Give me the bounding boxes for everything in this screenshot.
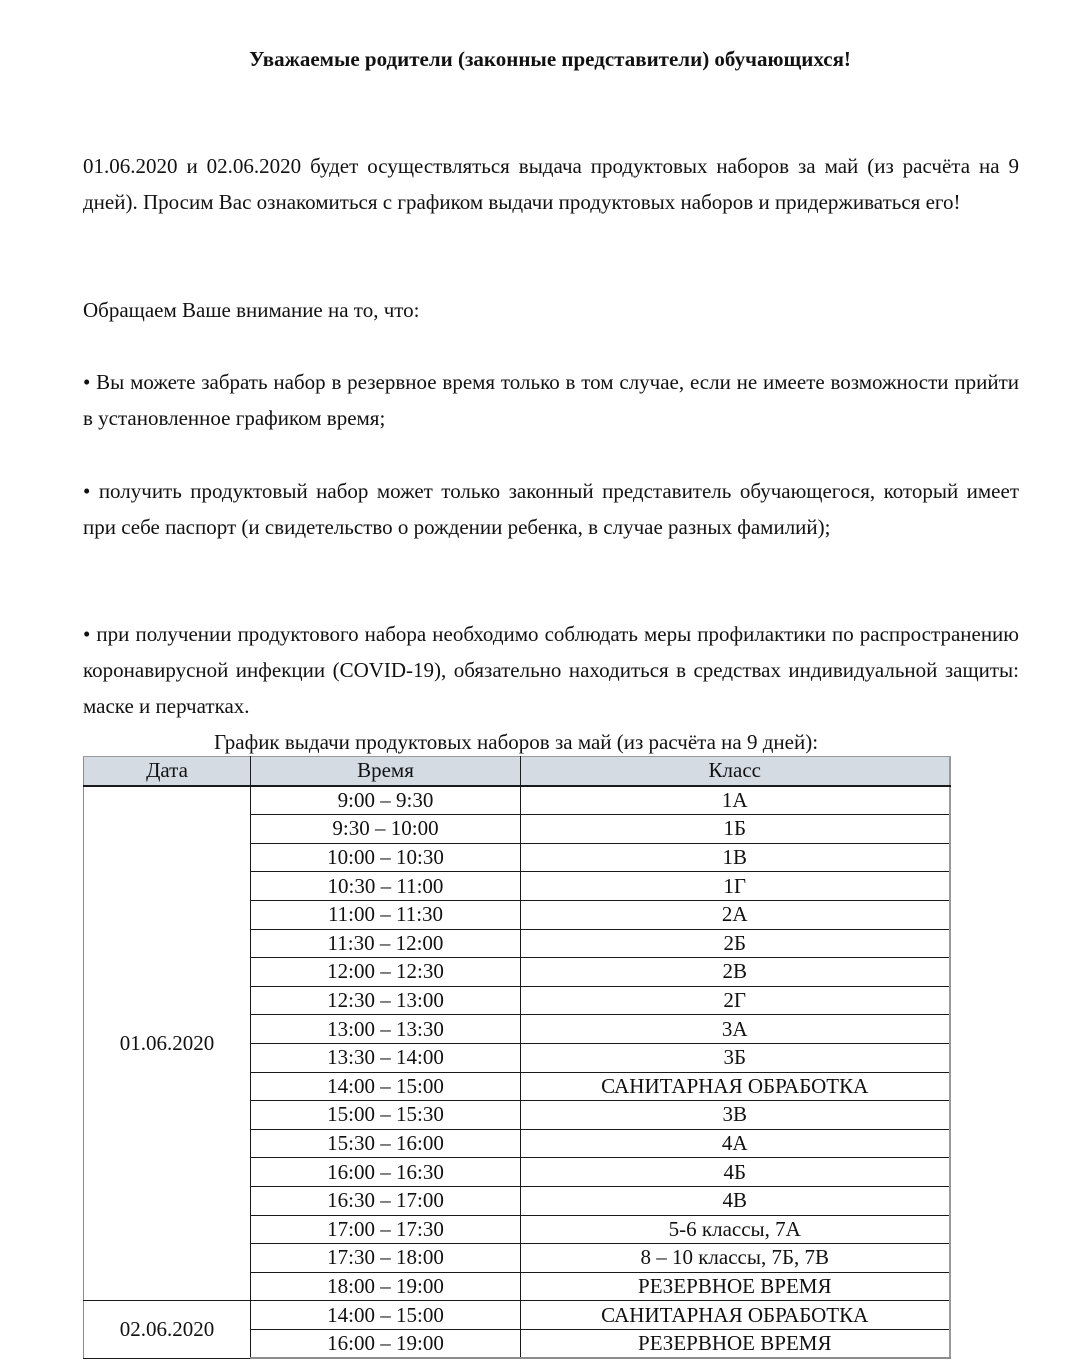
time-cell: 18:00 – 19:00	[251, 1272, 521, 1301]
bullet-reserve-time: • Вы можете забрать набор в резервное время только в том случае, если не имеете возможности прийти в установленное графиком время;	[83, 370, 1019, 430]
table-header-row	[84, 757, 950, 786]
class-cell: 2Г	[521, 986, 950, 1015]
time-cell: 14:00 – 15:00	[251, 1301, 521, 1330]
time-cell: 10:00 – 10:30	[251, 843, 521, 872]
time-cell: 16:00 – 19:00	[251, 1329, 521, 1358]
time-cell: 16:30 – 17:00	[251, 1186, 521, 1215]
schedule-body	[84, 786, 950, 1359]
class-cell: 8 – 10 классы, 7Б, 7В	[521, 1244, 950, 1273]
table-row	[84, 786, 950, 815]
class-cell: РЕЗЕРВНОЕ ВРЕМЯ	[521, 1329, 950, 1358]
date-cell: 02.06.2020	[84, 1301, 251, 1359]
time-cell: 12:00 – 12:30	[251, 958, 521, 987]
time-cell: 10:30 – 11:00	[251, 872, 521, 901]
column-header-class: Класс	[521, 757, 950, 786]
bullet-covid-precautions: • при получении продуктового набора необходимо соблюдать меры профилактики по распространению коронавирусной инфекции (COVID-19), обязательно находиться в средствах индивидуальной защиты: маске и перчатках.	[83, 622, 1019, 718]
class-cell: 5-6 классы, 7А	[521, 1215, 950, 1244]
attention-paragraph: Обращаем Ваше внимание на то, что:	[83, 298, 420, 322]
time-cell: 17:30 – 18:00	[251, 1244, 521, 1273]
column-header-date: Дата	[84, 757, 251, 786]
intro-paragraph: 01.06.2020 и 02.06.2020 будет осуществляться выдача продуктовых наборов за май (из расчёта на 9 дней). Просим Вас ознакомиться с графиком выдачи продуктовых наборов и придерживаться его!	[83, 154, 1019, 214]
column-header-time: Время	[251, 757, 521, 786]
class-cell: 3В	[521, 1101, 950, 1130]
bullet-legal-representative: • получить продуктовый набор может только законный представитель обучающегося, который имеет при себе паспорт (и свидетельство о рождении ребенка, в случае разных фамилий);	[83, 479, 1019, 539]
time-cell: 11:30 – 12:00	[251, 929, 521, 958]
time-cell: 15:00 – 15:30	[251, 1101, 521, 1130]
class-cell: 1А	[521, 786, 950, 815]
class-cell: 1Г	[521, 872, 950, 901]
class-cell: 4Б	[521, 1158, 950, 1187]
time-cell: 16:00 – 16:30	[251, 1158, 521, 1187]
class-cell: 2В	[521, 958, 950, 987]
class-cell: 3Б	[521, 1043, 950, 1072]
class-cell: 1Б	[521, 815, 950, 844]
class-cell: 2А	[521, 900, 950, 929]
time-cell: 14:00 – 15:00	[251, 1072, 521, 1101]
time-cell: 13:30 – 14:00	[251, 1043, 521, 1072]
time-cell: 11:00 – 11:30	[251, 900, 521, 929]
time-cell: 13:00 – 13:30	[251, 1015, 521, 1044]
class-cell: РЕЗЕРВНОЕ ВРЕМЯ	[521, 1272, 950, 1301]
time-cell: 9:00 – 9:30	[251, 786, 521, 815]
time-cell: 12:30 – 13:00	[251, 986, 521, 1015]
time-cell: 15:30 – 16:00	[251, 1129, 521, 1158]
class-cell: 2Б	[521, 929, 950, 958]
time-cell: 9:30 – 10:00	[251, 815, 521, 844]
class-cell: САНИТАРНАЯ ОБРАБОТКА	[521, 1072, 950, 1101]
table-caption: График выдачи продуктовых наборов за май (из расчёта на 9 дней):	[213, 730, 819, 754]
class-cell: 3А	[521, 1015, 950, 1044]
page-title: Уважаемые родители (законные представители) обучающихся!	[249, 47, 851, 71]
schedule-table	[83, 756, 951, 1359]
time-cell: 17:00 – 17:30	[251, 1215, 521, 1244]
class-cell: 1В	[521, 843, 950, 872]
class-cell: 4А	[521, 1129, 950, 1158]
date-cell: 01.06.2020	[84, 786, 251, 1301]
class-cell: 4В	[521, 1186, 950, 1215]
table-row	[84, 1301, 950, 1330]
class-cell: САНИТАРНАЯ ОБРАБОТКА	[521, 1301, 950, 1330]
